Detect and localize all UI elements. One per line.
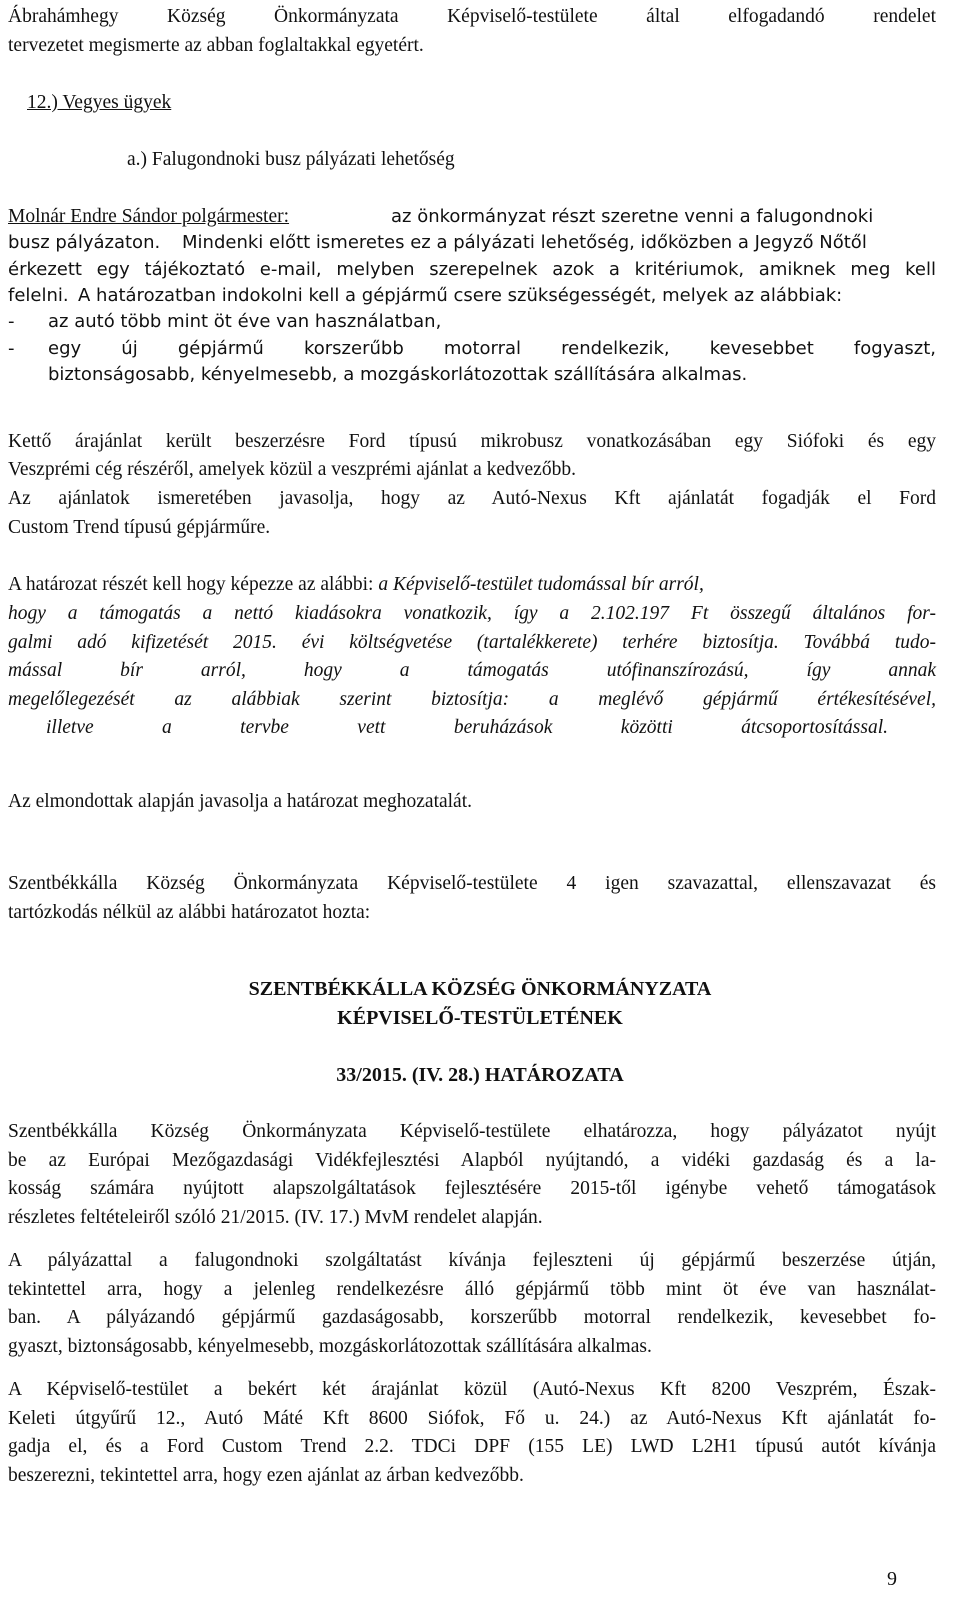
p1-line-2a: busz pályázaton. — [8, 232, 161, 253]
p1-line-4a: felelni. — [8, 285, 69, 306]
p1-line-2b: Mindenki előtt ismeretes ez a pályázati lehetőség, időközben a Jegyző Nőtől — [182, 232, 867, 253]
p1-line-4b: A határozatban indokolni kell a gépjármű csere szükségességét, melyek az alábbiak: — [78, 285, 843, 306]
p3-line-1b: a Képviselő-testület tudomással bír arról, — [378, 574, 704, 595]
page-number: 9 — [887, 1568, 897, 1590]
r1-line-1: Szentbékkálla Község Önkormányzata Képviselő-testülete elhatározza, hogy pályázatot nyújt — [8, 1121, 936, 1142]
resolution-number: 33/2015. (IV. 28.) HATÁROZATA — [336, 1064, 624, 1086]
r3-line-3: gadja el, és a Ford Custom Trend 2.2. TDCi DPF (155 LE) LWD L2H1 típusú autót kívánja — [8, 1436, 936, 1457]
resolution-heading-2: KÉPVISELŐ-TESTÜLETÉNEK — [337, 1007, 623, 1029]
p3-line-6: illetve a tervbe vett beruházások közötti átcsoportosítással. — [46, 717, 888, 738]
p1-line-4 — [8, 284, 936, 308]
r1-line-4: részletes feltételeiről szóló 21/2015. (IV. 17.) MvM rendelet alapján. — [8, 1207, 543, 1228]
p1-line-2 — [8, 231, 936, 255]
r3-line-4: beszerezni, tekintettel arra, hogy ezen ajánlat az árban kedvezőbb. — [8, 1465, 524, 1486]
bullet-2-line-1: egy új gépjármű korszerűbb motorral rendelkezik, kevesebbet fogyaszt, — [48, 338, 936, 359]
section-title-text: 12.) Vegyes ügyek — [27, 92, 172, 113]
r3-line-2: Keleti útgyűrű 12., Autó Máté Kft 8600 Siófok, Fő u. 24.) az Autó-Nexus Kft ajánlatát fo- — [8, 1408, 936, 1429]
r1-line-2: be az Európai Mezőgazdasági Vidékfejlesztési Alapból nyújtandó, a vidéki gazdaság és a la- — [8, 1150, 936, 1171]
bullet-1: az autó több mint öt éve van használatban, — [48, 311, 442, 332]
p2-line-4: Custom Trend típusú gépjárműre. — [8, 517, 271, 538]
p2-line-3: Az ajánlatok ismeretében javasolja, hogy az Autó-Nexus Kft ajánlatát fogadják el Ford — [8, 488, 936, 509]
r1-line-3: kosság számára nyújtott alapszolgáltatások fejlesztésére 2015-től igénybe vehető támogatások — [8, 1178, 936, 1199]
p2-line-2: Veszprémi cég részéről, amelyek közül a veszprémi ajánlat a kedvezőbb. — [8, 459, 576, 480]
r2-line-1: A pályázattal a falugondnoki szolgáltatást kívánja fejleszteni új gépjármű beszerzése útján, — [8, 1250, 936, 1271]
p5-line-2: tartózkodás nélkül az alábbi határozatot hozta: — [8, 902, 371, 923]
p4-line: Az elmondottak alapján javasolja a határozat meghozatalát. — [8, 791, 473, 812]
bullet-dash-1: - — [8, 311, 15, 332]
sub-title: a.) Falugondnoki busz pályázati lehetőség — [127, 149, 455, 170]
p2-line-1: Kettő árajánlat került beszerzésre Ford típusú mikrobusz vonatkozásában egy Siófoki és egy — [8, 431, 936, 452]
p3-line-1a: A határozat részét kell hogy képezze az alábbi: — [8, 574, 374, 595]
section-title — [27, 91, 955, 115]
p5-line-1: Szentbékkálla Község Önkormányzata Képviselő-testülete 4 igen szavazattal, ellenszavazat és — [8, 873, 936, 894]
r2-line-3: ban. A pályázandó gépjármű gazdaságosabb, korszerűbb motorral rendelkezik, kevesebbet fo- — [8, 1307, 936, 1328]
bullet-dash-2: - — [8, 338, 15, 359]
bullet-2-line-2: biztonságosabb, kényelmesebb, a mozgáskorlátozottak szállítására alkalmas. — [48, 364, 748, 385]
p3-line-1 — [8, 573, 936, 597]
p3-line-2: hogy a támogatás a nettó kiadásokra vonatkozik, így a 2.102.197 Ft összegű általános for- — [8, 603, 936, 624]
intro-line-2: tervezetet megismerte az abban foglaltakkal egyetért. — [8, 35, 424, 56]
p1-line-1 — [8, 205, 936, 229]
r2-line-4: gyaszt, biztonságosabb, kényelmesebb, mozgáskorlátozottak szállítására alkalmas. — [8, 1336, 652, 1357]
r2-line-2: tekintettel arra, hogy a jelenleg rendelkezésre álló gépjármű több mint öt éve van használat- — [8, 1279, 936, 1300]
speaker-label: Molnár Endre Sándor polgármester: — [8, 206, 290, 227]
p3-line-5: megelőlegezését az alábbiak szerint biztosítja: a meglévő gépjármű értékesítésével, — [8, 689, 936, 710]
p3-line-4: mással bír arról, hogy a támogatás utófinanszírozású, így annak — [8, 660, 936, 681]
p1-line-1-rest: az önkormányzat részt szeretne venni a falugondnoki — [391, 206, 874, 227]
r3-line-1: A Képviselő-testület a bekért két árajánlat közül (Autó-Nexus Kft 8200 Veszprém, Észak- — [8, 1379, 936, 1400]
p1-line-3: érkezett egy tájékoztató e-mail, melyben szerepelnek azok a kritériumok, amiknek meg kell — [8, 259, 936, 280]
intro-line-1: Ábrahámhegy Község Önkormányzata Képviselő-testülete által elfogadandó rendelet — [8, 6, 936, 27]
resolution-heading-1: SZENTBÉKKÁLLA KÖZSÉG ÖNKORMÁNYZATA — [248, 978, 712, 1000]
p3-line-3: galmi adó kifizetését 2015. évi költségvetése (tartalékkerete) terhére biztosítja. Továbbá tudo- — [8, 632, 936, 653]
